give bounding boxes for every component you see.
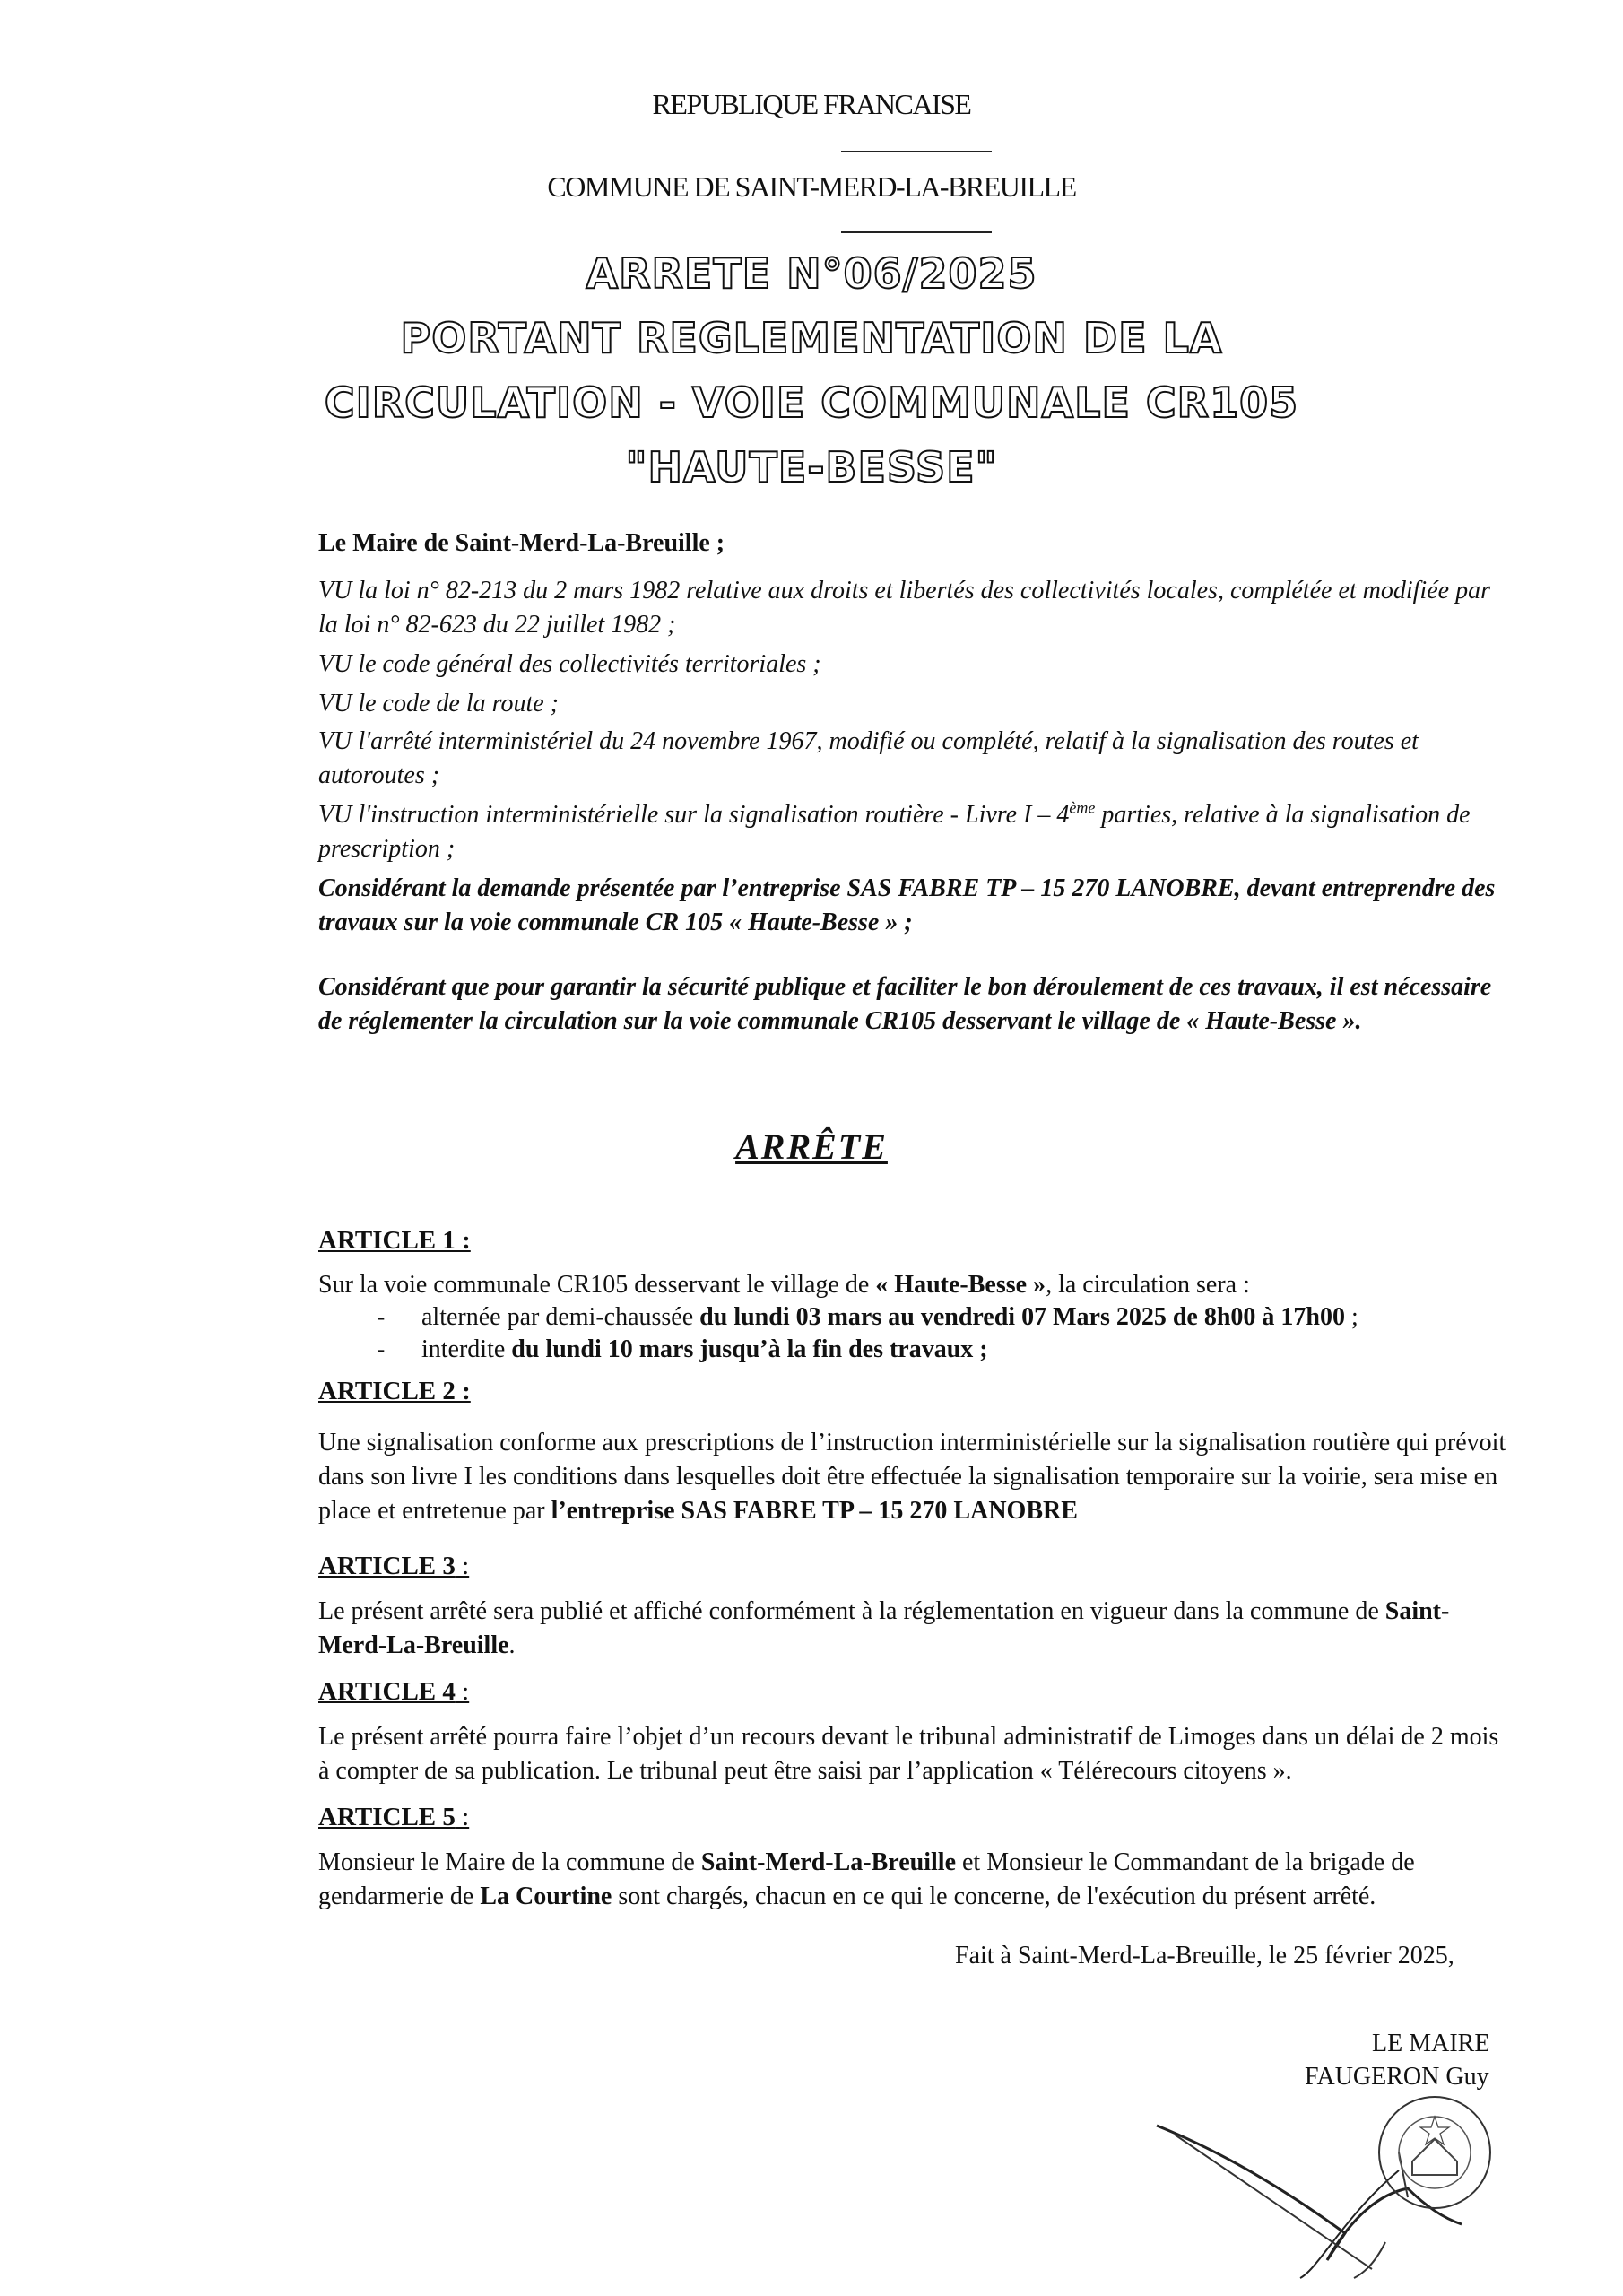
article-4-label: ARTICLE 4 : [318,1677,470,1706]
vu-clause: VU l'arrêté interministériel du 24 novembre 1967, modifié ou complété, relatif à la signalisation des routes et autoroutes ; [318,727,1419,789]
vu-clause: VU le code de la route ; [318,690,559,718]
republic-header: REPUBLIQUE FRANCAISE [652,88,971,120]
signature-stamp-graphic [1139,2090,1515,2296]
decree-title-line: CIRCULATION - VOIE COMMUNALE CR105 [324,378,1299,427]
article-3-text: Le présent arrêté sera publié et affiché conformément à la réglementation en vigueur dans la commune de Saint-Merd-La-Breuille. [318,1597,1450,1659]
place-date-line: Fait à Saint-Merd-La-Breuille, le 25 février 2025, [955,1942,1454,1970]
decree-title-line: "HAUTE-BESSE" [625,443,998,491]
vu-clause: VU le code général des collectivités territoriales ; [318,650,821,678]
handwritten-signature [1300,2170,1399,2278]
article-1-bullet: - interdite du lundi 10 mars jusqu’à la fin des travaux ; [377,1335,988,1363]
stamp-seal [1399,2117,1471,2188]
mayor-line: Le Maire de Saint-Merd-La-Breuille ; [318,529,725,557]
considerant-clause: Considérant la demande présentée par l’entreprise SAS FABRE TP – 15 270 LANOBRE, devant entreprendre des travaux sur la voie communale CR 105 « Haute-Besse » ; [318,874,1496,936]
article-4-text: Le présent arrêté pourra faire l’objet d’un recours devant le tribunal administratif de Limoges dans un délai de 2 mois à compter de sa publication. Le tribunal peut être saisi par l’application « Télérecours citoyens ». [318,1723,1499,1785]
article-1-intro: Sur la voie communale CR105 desservant le village de « Haute-Besse », la circulation sera : [318,1271,1250,1299]
article-5-label: ARTICLE 5 : [318,1803,470,1831]
signatory-name: FAUGERON Guy [1305,2063,1489,2091]
vu-clause: VU l'instruction interministérielle sur la signalisation routière - Livre I – 4ème parties, relative à la signalisation de prescription ; [318,798,1471,863]
stamp-seal [1412,2139,1457,2175]
article-3-label: ARTICLE 3 : [318,1552,470,1580]
stamp-seal [1379,2097,1490,2208]
vu-clause: VU la loi n° 82-213 du 2 mars 1982 relative aux droits et libertés des collectivités locales, complétée et modifiée par la loi n° 82-623 du 22 juillet 1982 ; [318,577,1490,639]
article-1-label: ARTICLE 1 : [318,1226,471,1255]
decree-title-line: PORTANT REGLEMENTATION DE LA [400,314,1223,362]
decree-title-number: ARRETE N°06/2025 [586,249,1037,298]
article-5-text: Monsieur le Maire de la commune de Saint-Merd-La-Breuille et Monsieur le Commandant de la brigade de gendarmerie de La Courtine sont chargés, chacun en ce qui le concerne, de l'exécution du présent arrêté. [318,1848,1415,1910]
handwritten-signature [1157,2126,1462,2260]
considerant-clause: Considérant que pour garantir la sécurité publique et faciliter le bon déroulement de ces travaux, il est nécessaire de réglementer la circulation sur la voie communale CR105 desservant le village de « Haute-Besse ». [318,973,1492,1035]
article-2-label: ARTICLE 2 : [318,1377,471,1405]
header-divider [841,231,992,233]
signatory-role: LE MAIRE [1372,2030,1490,2057]
commune-header: COMMUNE DE SAINT-MERD-LA-BREUILLE [547,170,1076,203]
handwritten-signature [1175,2135,1408,2278]
header-divider [841,151,992,152]
arrete-heading: ARRÊTE [735,1126,888,1167]
article-1-bullet: - alternée par demi-chaussée du lundi 03 mars au vendredi 07 Mars 2025 de 8h00 à 17h00 ; [377,1303,1358,1331]
article-2-text: Une signalisation conforme aux prescriptions de l’instruction interministérielle sur la signalisation routière qui prévoit dans son livre I les conditions dans lesquelles doit être effectuée la signalisation temporaire sur la voirie, sera mise en place et entretenue par l’entreprise SAS FABRE TP – 15 270 LANOBRE [318,1429,1506,1525]
